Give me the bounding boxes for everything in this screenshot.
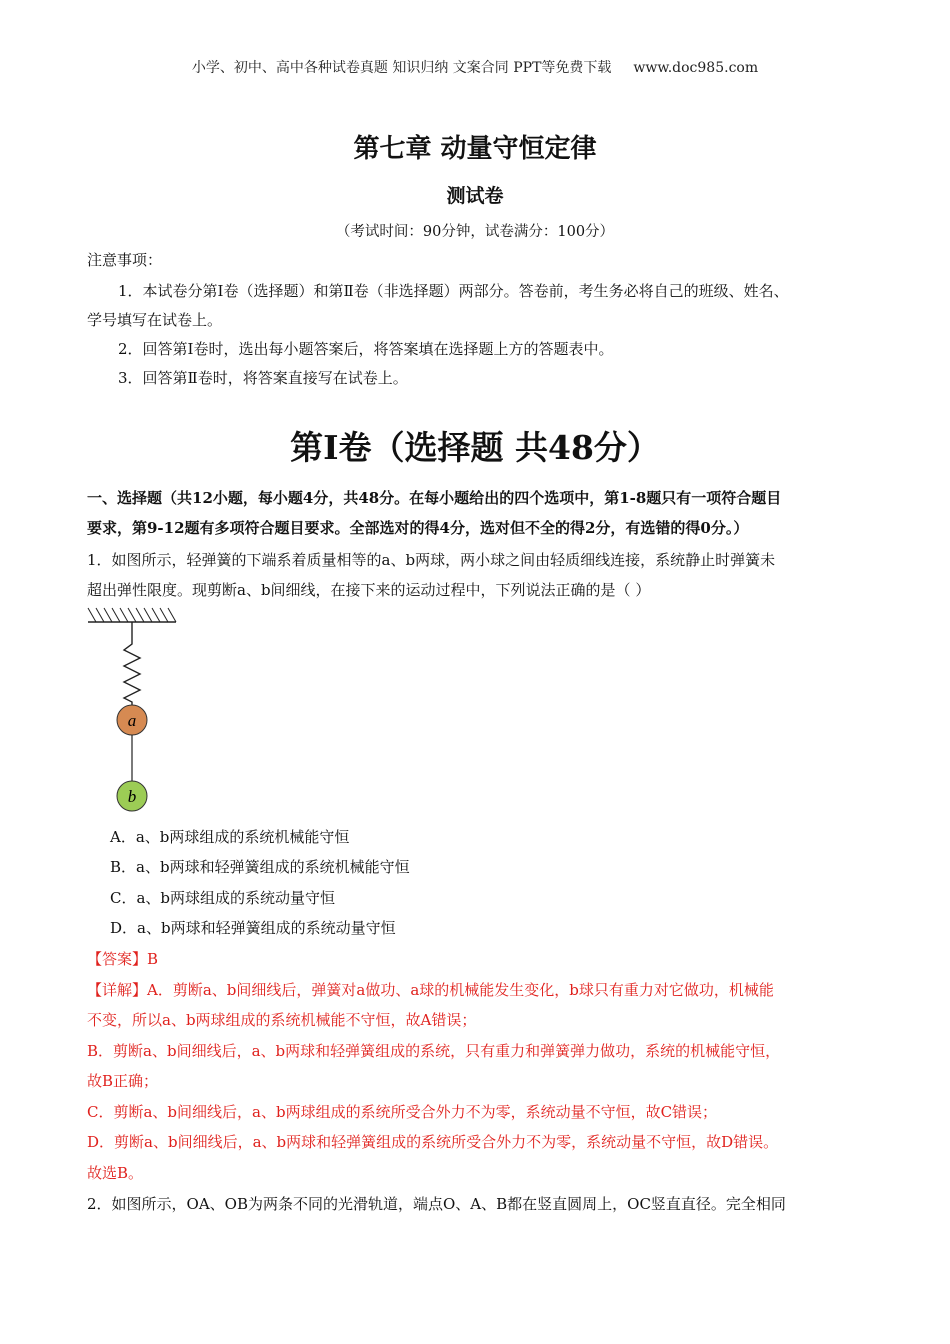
q2-stem-line-1: 2．如图所示，OA、OB为两条不同的光滑轨道，端点O、A、B都在竖直圆周上，OC竖直直径。完全相同 xyxy=(87,1195,786,1213)
q1-stem-line-2: 超出弹性限度。现剪断a、b间细线，在接下来的运动过程中，下列说法正确的是（ ） xyxy=(87,581,651,599)
chapter-title: 第七章 动量守恒定律 xyxy=(353,134,597,164)
q1-detail-line-4: 故B正确； xyxy=(87,1072,159,1090)
q1-option-a: A．a、b两球组成的系统机械能守恒 xyxy=(110,828,350,846)
note-3: 3．回答第Ⅱ卷时，将答案直接写在试卷上。 xyxy=(118,369,408,387)
ceiling-hatch xyxy=(88,608,176,622)
header-text: 小学、初中、高中各种试卷真题 知识归纳 文案合同 PPT等免费下载 xyxy=(191,60,612,76)
section-desc-line-2: 要求，第9-12题有多项符合题目要求。全部选对的得4分，选对但不全的得2分，有选错的得0分。） xyxy=(87,519,749,537)
q1-detail-line-6: D．剪断a、b间细线后，a、b两球和轻弹簧组成的系统所受合外力不为零，系统动量不守恒，故D错误。 xyxy=(87,1133,779,1151)
spring-balls-figure xyxy=(86,606,186,821)
notes-heading: 注意事项： xyxy=(87,251,163,269)
q1-option-b: B．a、b两球和轻弹簧组成的系统机械能守恒 xyxy=(110,858,410,876)
test-subtitle: 测试卷 xyxy=(446,185,504,207)
q1-detail-line-1: 【详解】A．剪断a、b间细线后，弹簧对a做功、a球的机械能发生变化，b球只有重力对它做功，机械能 xyxy=(87,981,774,999)
ball-a-label: a xyxy=(127,711,137,730)
q1-option-d: D．a、b两球和轻弹簧组成的系统动量守恒 xyxy=(110,919,396,937)
q1-detail-line-2: 不变，所以a、b两球组成的系统机械能不守恒，故A错误； xyxy=(87,1011,477,1029)
section-title: 第Ⅰ卷（选择题 共48分） xyxy=(290,428,660,467)
note-2: 2．回答第Ⅰ卷时，选出每小题答案后，将答案填在选择题上方的答题表中。 xyxy=(118,340,614,358)
exam-info: （考试时间：90分钟，试卷满分：100分） xyxy=(335,224,615,240)
q1-answer: 【答案】B xyxy=(87,950,159,968)
q1-option-c: C．a、b两球组成的系统动量守恒 xyxy=(110,889,336,907)
section-desc-line-1: 一、选择题（共12小题，每小题4分，共48分。在每小题给出的四个选项中，第1-8题只有一项符合题目 xyxy=(87,489,782,507)
q1-detail-line-7: 故选B。 xyxy=(87,1164,144,1182)
note-1-line-2: 学号填写在试卷上。 xyxy=(87,311,223,329)
header-url[interactable]: www.doc985.com xyxy=(633,60,759,76)
spring xyxy=(124,622,140,706)
q1-stem-line-1: 1．如图所示，轻弹簧的下端系着质量相等的a、b两球，两小球之间由轻质细线连接，系统静止时弹簧未 xyxy=(87,551,776,569)
page-header xyxy=(0,57,950,77)
ball-b-label: b xyxy=(127,787,137,806)
note-1-line-1: 1．本试卷分第Ⅰ卷（选择题）和第Ⅱ卷（非选择题）两部分。答卷前，考生务必将自己的班级、姓名、 xyxy=(118,282,789,300)
q1-detail-line-5: C．剪断a、b间细线后，a、b两球组成的系统所受合外力不为零，系统动量不守恒，故C错误； xyxy=(87,1103,718,1121)
q1-detail-line-3: B．剪断a、b间细线后，a、b两球和轻弹簧组成的系统，只有重力和弹簧弹力做功，系统的机械能守恒， xyxy=(87,1042,781,1060)
